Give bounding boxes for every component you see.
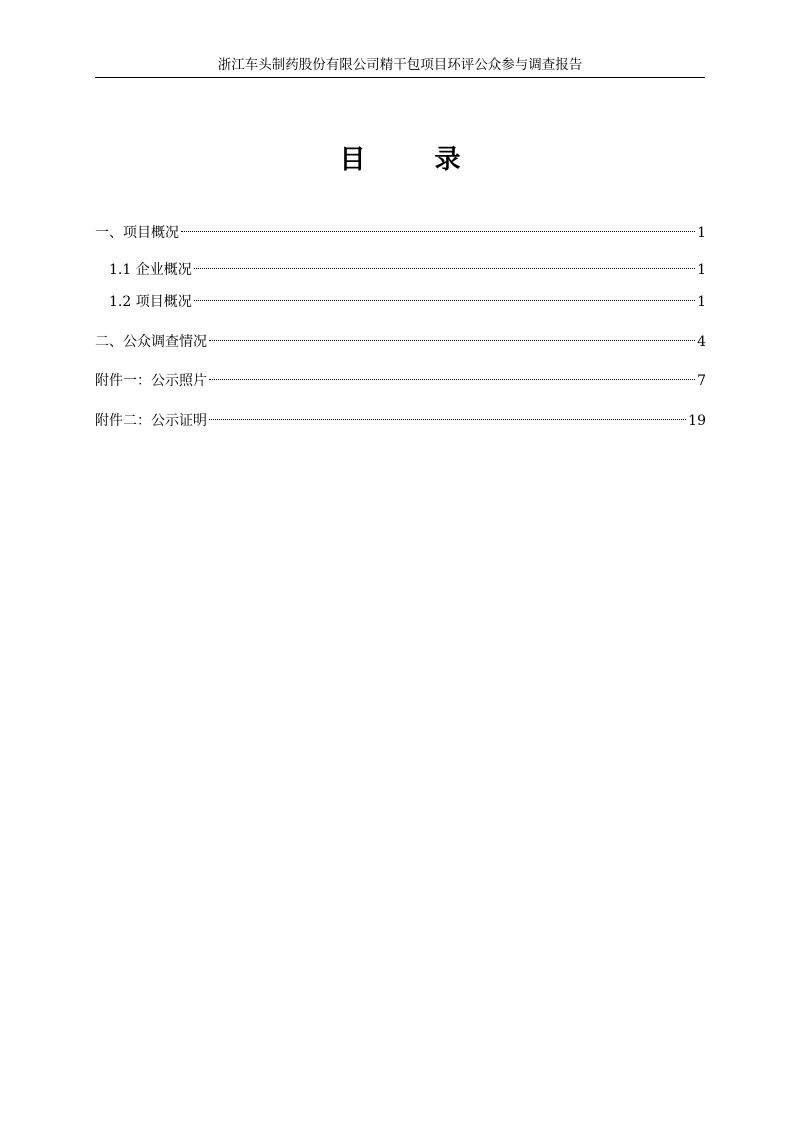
toc-entry-project-summary[interactable] xyxy=(109,289,706,315)
toc-entry-label: 一、项目概况 xyxy=(95,225,179,241)
toc-page-number: 1 xyxy=(697,294,706,310)
toc-entry-label: 附件二：公示证明 xyxy=(95,413,207,429)
toc-entry-label: 附件一：公示照片 xyxy=(95,373,207,389)
toc-entry-label: 1.1 企业概况 xyxy=(109,262,192,278)
toc-entry-label: 二、公众调查情况 xyxy=(95,334,207,350)
dot-leader xyxy=(194,300,695,301)
toc-entry-public-survey[interactable] xyxy=(95,329,706,355)
toc-page-number: 7 xyxy=(697,373,706,389)
toc-entry-project-overview[interactable] xyxy=(95,220,706,246)
dot-leader xyxy=(181,231,695,232)
toc-page-number: 1 xyxy=(697,262,706,278)
dot-leader xyxy=(209,340,695,341)
page-title: 目 录 xyxy=(339,145,491,175)
toc-page-number: 1 xyxy=(697,225,706,241)
toc-entry-appendix-certificate[interactable] xyxy=(95,408,706,434)
header-divider xyxy=(95,77,705,78)
dot-leader xyxy=(209,419,686,420)
dot-leader xyxy=(209,379,695,380)
running-header: 浙江车头制药股份有限公司精干包项目环评公众参与调查报告 xyxy=(217,57,583,73)
toc-page-number: 4 xyxy=(697,334,706,350)
toc-entry-company-overview[interactable] xyxy=(109,257,706,283)
toc-page-number: 19 xyxy=(688,413,706,429)
toc-entry-label: 1.2 项目概况 xyxy=(109,294,192,310)
toc-entry-appendix-photos[interactable] xyxy=(95,368,706,394)
dot-leader xyxy=(194,268,695,269)
